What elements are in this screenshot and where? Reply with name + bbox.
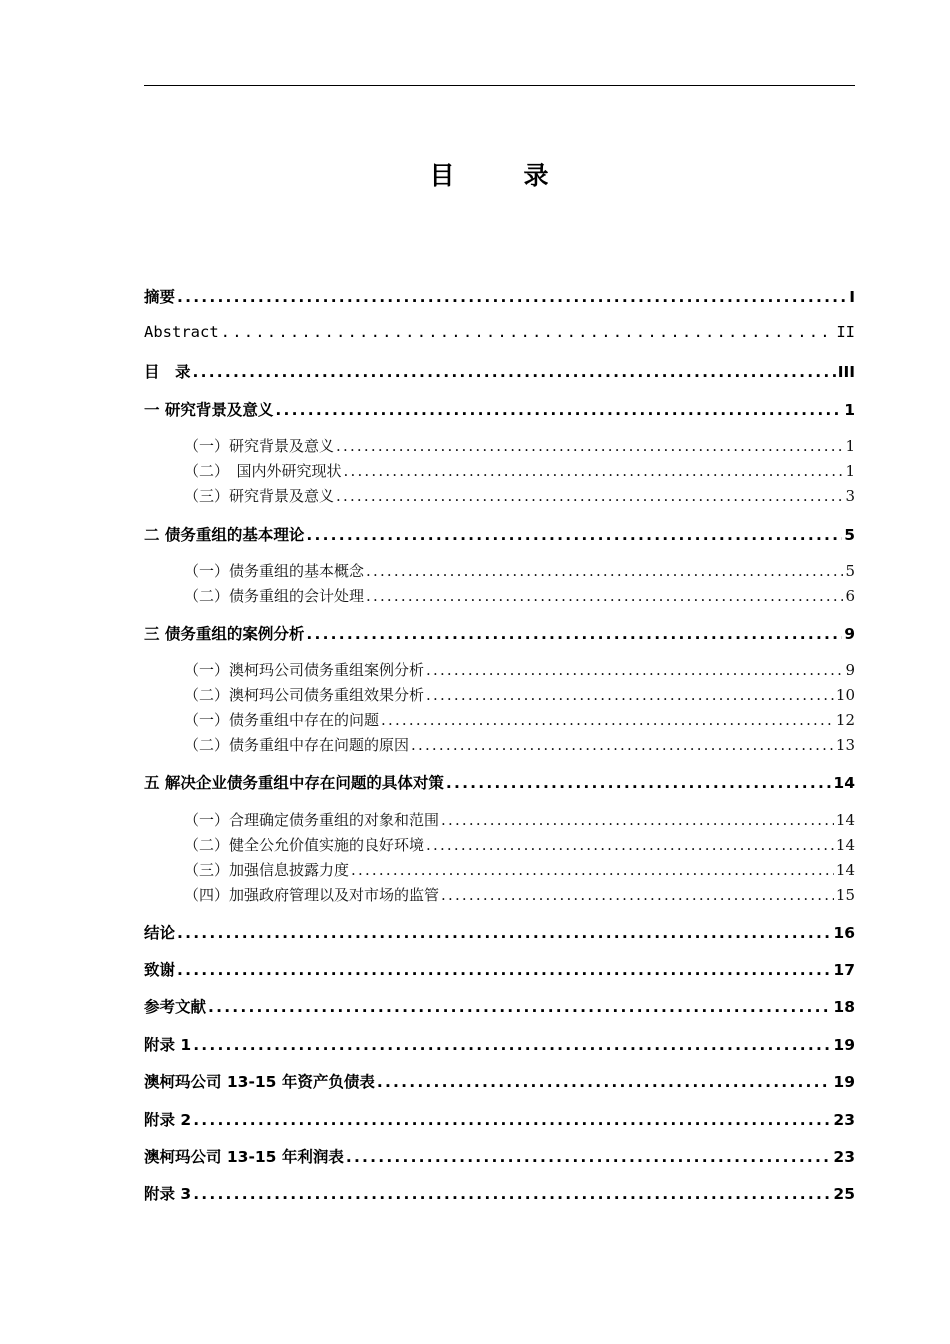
toc-entry-label: 附录 3 bbox=[144, 1185, 192, 1203]
toc-entry-label: （三）加强信息披露力度 bbox=[184, 861, 350, 879]
toc-entry[interactable] bbox=[144, 771, 855, 793]
toc-leader-dots bbox=[193, 1185, 831, 1203]
toc-entry-label: 附录 1 bbox=[144, 1036, 192, 1054]
toc-leader-dots bbox=[177, 961, 831, 979]
toc-page-number: 19 bbox=[833, 1073, 855, 1091]
toc-leader-dots bbox=[366, 587, 843, 605]
toc-leader-dots bbox=[193, 1036, 831, 1054]
toc-page-number: 23 bbox=[833, 1111, 855, 1129]
toc-subentry[interactable] bbox=[184, 460, 855, 481]
toc-subentry[interactable] bbox=[184, 709, 855, 730]
toc-entry-label: （一）债务重组中存在的问题 bbox=[184, 711, 380, 729]
toc-leader-dots bbox=[306, 526, 842, 544]
toc-page-number: 23 bbox=[833, 1148, 855, 1166]
toc-page-number: 14 bbox=[835, 811, 855, 829]
toc-entry-label: Abstract bbox=[144, 323, 219, 341]
toc-page-number: 5 bbox=[844, 526, 855, 544]
toc-entry[interactable] bbox=[144, 398, 855, 420]
toc-page-number: 15 bbox=[835, 886, 855, 904]
toc-page-number: 9 bbox=[845, 661, 855, 679]
toc-leader-dots bbox=[221, 323, 835, 341]
toc-entry-label: 目 录 bbox=[144, 363, 191, 381]
toc-leader-dots bbox=[441, 811, 834, 829]
toc-entry[interactable] bbox=[144, 1108, 855, 1130]
toc-entry[interactable] bbox=[144, 285, 855, 307]
toc-leader-dots bbox=[193, 363, 836, 381]
toc-subentry[interactable] bbox=[184, 560, 855, 581]
toc-page-number: 1 bbox=[845, 437, 855, 455]
toc-leader-dots bbox=[446, 774, 832, 792]
toc-page-number: 9 bbox=[844, 625, 855, 643]
toc-leader-dots bbox=[346, 1148, 832, 1166]
toc-entry[interactable] bbox=[144, 1182, 855, 1204]
toc-entry[interactable] bbox=[144, 323, 855, 341]
toc-entry-label: （一）合理确定债务重组的对象和范围 bbox=[184, 811, 440, 829]
toc-entry[interactable] bbox=[144, 1070, 855, 1092]
toc-page-number: 25 bbox=[833, 1185, 855, 1203]
toc-entry[interactable] bbox=[144, 958, 855, 980]
toc-page-number: 14 bbox=[833, 774, 855, 792]
toc-subentry[interactable] bbox=[184, 435, 855, 456]
toc-entry-label: 致谢 bbox=[144, 961, 176, 979]
toc-page-number: 18 bbox=[833, 998, 855, 1016]
toc-entry[interactable] bbox=[144, 921, 855, 943]
header-rule bbox=[144, 85, 855, 86]
toc-page-number: 12 bbox=[835, 711, 855, 729]
toc-entry[interactable] bbox=[144, 622, 855, 644]
toc-entry-label: 五 解决企业债务重组中存在问题的具体对策 bbox=[144, 774, 444, 792]
toc-leader-dots bbox=[306, 625, 842, 643]
toc-entry-label: （二）健全公允价值实施的良好环境 bbox=[184, 836, 425, 854]
toc-leader-dots bbox=[336, 487, 843, 505]
toc-page-number: I bbox=[849, 288, 855, 306]
toc-page-number: 13 bbox=[835, 736, 855, 754]
toc-leader-dots bbox=[426, 661, 843, 679]
toc-leader-dots bbox=[275, 401, 842, 419]
toc-entry[interactable] bbox=[144, 360, 855, 382]
toc-page-number: 1 bbox=[845, 462, 855, 480]
toc-leader-dots bbox=[381, 711, 834, 729]
toc-entry-label: （一）研究背景及意义 bbox=[184, 437, 335, 455]
toc-entry-label: （二）澳柯玛公司债务重组效果分析 bbox=[184, 686, 425, 704]
toc-entry-label: （二）债务重组中存在问题的原因 bbox=[184, 736, 410, 754]
toc-page-number: 1 bbox=[844, 401, 855, 419]
toc-page-number: 14 bbox=[835, 861, 855, 879]
toc-entry-label: 澳柯玛公司 13-15 年资产负债表 bbox=[144, 1073, 375, 1091]
toc-subentry[interactable] bbox=[184, 834, 855, 855]
toc-entry-label: 附录 2 bbox=[144, 1111, 192, 1129]
toc-entry[interactable] bbox=[144, 523, 855, 545]
toc-entry-label: 二 债务重组的基本理论 bbox=[144, 526, 305, 544]
toc-entry[interactable] bbox=[144, 1145, 855, 1167]
toc-leader-dots bbox=[426, 686, 834, 704]
toc-leader-dots bbox=[441, 886, 834, 904]
toc-entry-label: 摘要 bbox=[144, 288, 176, 306]
toc-subentry[interactable] bbox=[184, 734, 855, 755]
toc-leader-dots bbox=[377, 1073, 832, 1091]
toc-page-number: 3 bbox=[845, 487, 855, 505]
toc-leader-dots bbox=[344, 462, 844, 480]
toc-subentry[interactable] bbox=[184, 659, 855, 680]
toc-page-number: 19 bbox=[833, 1036, 855, 1054]
toc-page-number: 6 bbox=[845, 587, 855, 605]
toc-page-number: II bbox=[836, 323, 855, 341]
toc-subentry[interactable] bbox=[184, 485, 855, 506]
toc-leader-dots bbox=[351, 861, 834, 879]
page-title: 目 录 bbox=[429, 161, 571, 190]
toc-leader-dots bbox=[366, 562, 843, 580]
toc-subentry[interactable] bbox=[184, 684, 855, 705]
toc-page-number: III bbox=[837, 363, 855, 381]
toc-entry-label: 三 债务重组的案例分析 bbox=[144, 625, 305, 643]
toc-subentry[interactable] bbox=[184, 859, 855, 880]
toc-entry-label: （一）澳柯玛公司债务重组案例分析 bbox=[184, 661, 425, 679]
toc-page-number: 5 bbox=[845, 562, 855, 580]
toc-page-number: 16 bbox=[833, 924, 855, 942]
toc-entry-label: （三）研究背景及意义 bbox=[184, 487, 335, 505]
toc-entry-label: 结论 bbox=[144, 924, 176, 942]
toc-page-number: 14 bbox=[835, 836, 855, 854]
toc-leader-dots bbox=[336, 437, 843, 455]
toc-page-number: 17 bbox=[833, 961, 855, 979]
toc-entry-label: 一 研究背景及意义 bbox=[144, 401, 274, 419]
toc-entry[interactable] bbox=[144, 995, 855, 1017]
toc-entry-label: （四）加强政府管理以及对市场的监管 bbox=[184, 886, 440, 904]
toc-leader-dots bbox=[193, 1111, 831, 1129]
toc-leader-dots bbox=[426, 836, 834, 854]
toc-leader-dots bbox=[411, 736, 834, 754]
toc-entry-label: 参考文献 bbox=[144, 998, 207, 1016]
toc-entry-label: （二）债务重组的会计处理 bbox=[184, 587, 365, 605]
toc-leader-dots bbox=[177, 924, 831, 942]
toc-subentry[interactable] bbox=[184, 585, 855, 606]
toc-entry-label: （二） 国内外研究现状 bbox=[184, 462, 342, 480]
toc-entry-label: （一）债务重组的基本概念 bbox=[184, 562, 365, 580]
toc-entry[interactable] bbox=[144, 1033, 855, 1055]
toc-page-number: 10 bbox=[835, 686, 855, 704]
toc-leader-dots bbox=[208, 998, 831, 1016]
toc-subentry[interactable] bbox=[184, 809, 855, 830]
toc-subentry[interactable] bbox=[184, 884, 855, 905]
toc-leader-dots bbox=[177, 288, 847, 306]
toc-entry-label: 澳柯玛公司 13-15 年利润表 bbox=[144, 1148, 344, 1166]
